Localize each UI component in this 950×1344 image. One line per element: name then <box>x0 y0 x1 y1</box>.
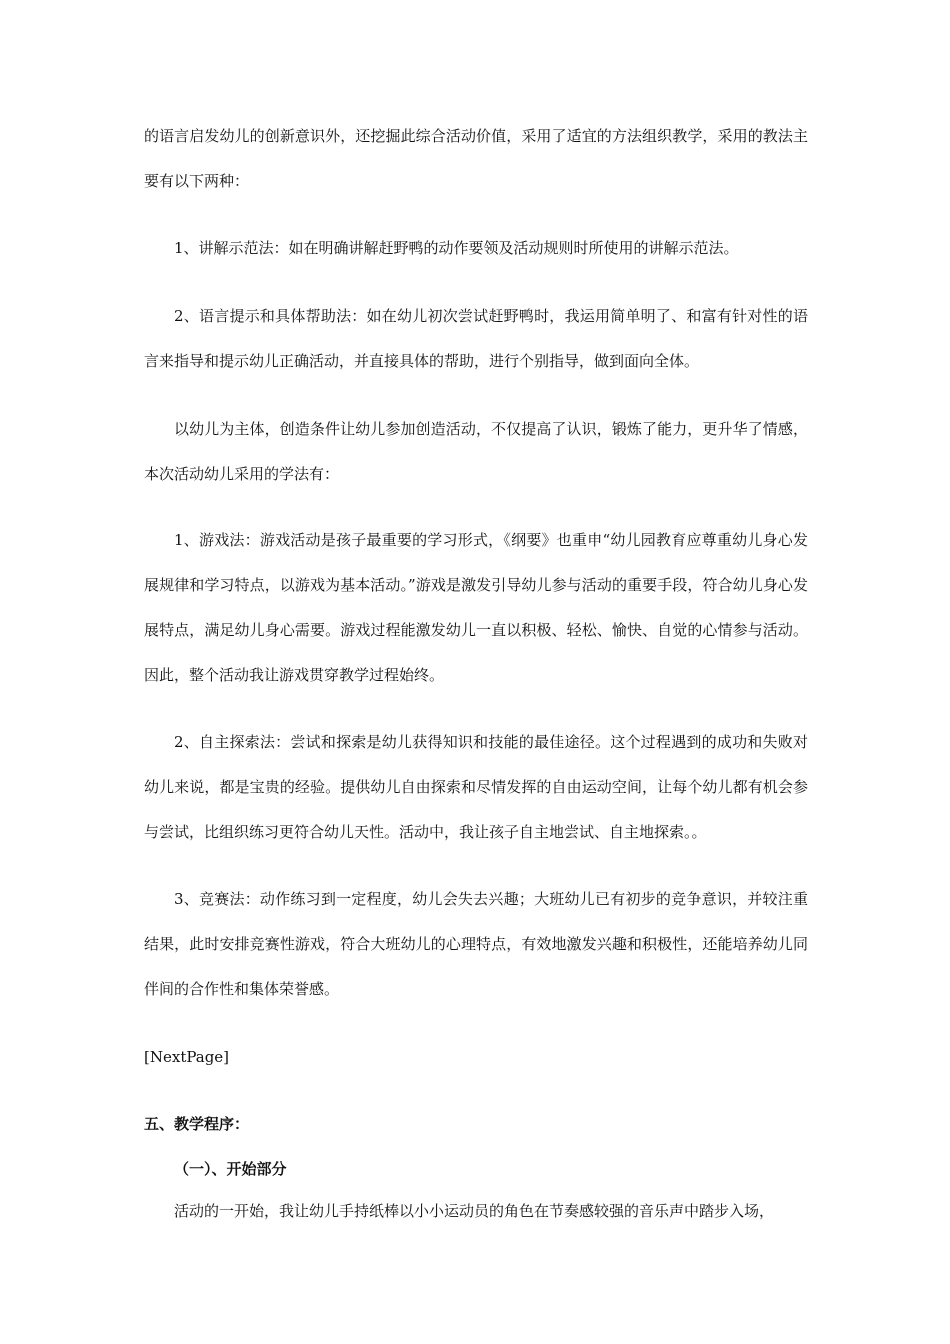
paragraph-method-2: 2、语言提示和具体帮助法：如在幼儿初次尝试赶野鸭时，我运用简单明了、和富有针对性的语言来指导和提示幼儿正确活动，并直接具体的帮助，进行个别指导，做到面向全体。 <box>144 307 808 370</box>
section-heading: 五、教学程序： <box>144 1115 250 1133</box>
paragraph-learning-methods-intro: 以幼儿为主体，创造条件让幼儿参加创造活动，不仅提高了认识，锻炼了能力，更升华了情感，本次活动幼儿采用的学法有： <box>144 420 808 483</box>
next-page-marker: [NextPage] <box>144 1048 230 1066</box>
paragraph-opening-activity: 活动的一开始，我让幼儿手持纸棒以小小运动员的角色在节奏感较强的音乐声中踏步入场， <box>174 1202 775 1220</box>
paragraph-self-exploration-method: 2、自主探索法：尝试和探索是幼儿获得知识和技能的最佳途径。这个过程遇到的成功和失败对幼儿来说，都是宝贵的经验。提供幼儿自由探索和尽情发挥的自由运动空间，让每个幼儿都有机会参与尝试，比组织练习更符合幼儿天性。活动中，我让孩子自主地尝试、自主地探索。。 <box>144 733 808 841</box>
paragraph-game-method: 1、游戏法：游戏活动是孩子最重要的学习形式，《纲要》也重申“幼儿园教育应尊重幼儿身心发展规律和学习特点，以游戏为基本活动。”游戏是激发引导幼儿参与活动的重要手段，符合幼儿身心发展特点，满足幼儿身心需要。游戏过程能激发幼儿一直以积极、轻松、愉快、自觉的心情参与活动。因此，整个活动我让游戏贯穿教学过程始终。 <box>144 531 808 684</box>
paragraph-teaching-methods-intro: 的语言启发幼儿的创新意识外，还挖掘此综合活动价值，采用了适宜的方法组织教学，采用的教法主要有以下两种： <box>144 127 808 190</box>
paragraph-competition-method: 3、竞赛法：动作练习到一定程度，幼儿会失去兴趣；大班幼儿已有初步的竞争意识，并较注重结果，此时安排竞赛性游戏，符合大班幼儿的心理特点，有效地激发兴趣和积极性，还能培养幼儿同伴间的合作性和集体荣誉感。 <box>144 890 808 998</box>
subsection-heading: （一）、开始部分 <box>174 1160 287 1178</box>
paragraph-method-1: 1、讲解示范法：如在明确讲解赶野鸭的动作要领及活动规则时所使用的讲解示范法。 <box>174 239 739 257</box>
